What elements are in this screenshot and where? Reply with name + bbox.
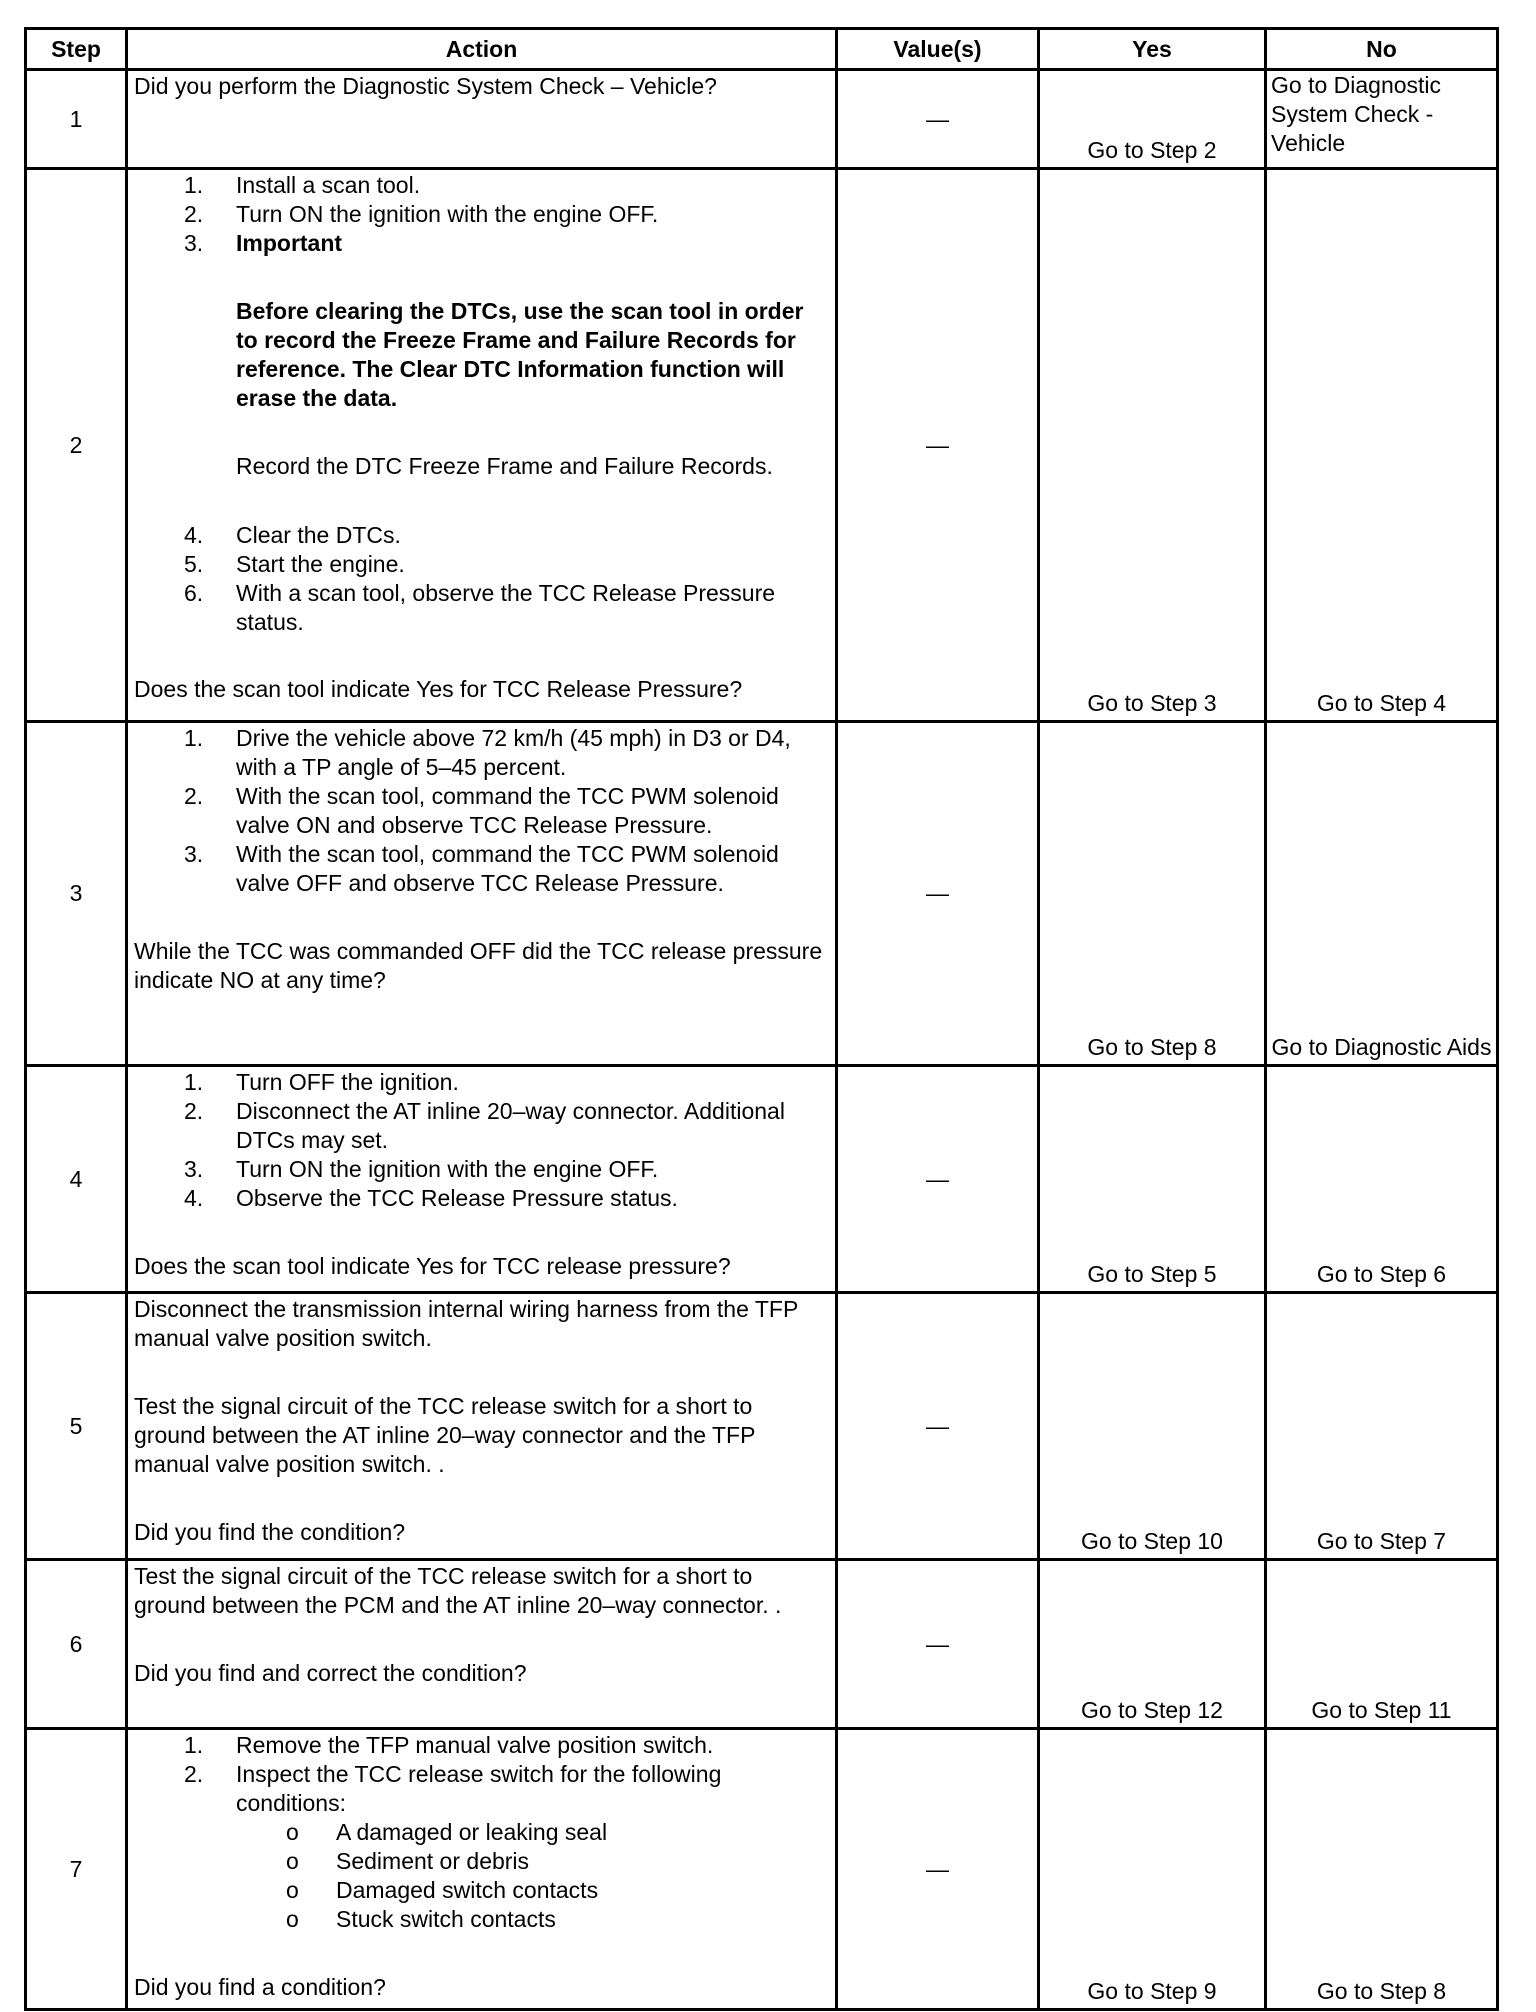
- table-row: [26, 1293, 1498, 1560]
- yes-cell: Go to Step 12: [1039, 1560, 1266, 1729]
- yes-cell: Go to Step 3: [1039, 169, 1266, 722]
- list-item: 1. Remove the TFP manual valve position switch.: [184, 1732, 714, 1758]
- no-cell: Go to Step 4: [1266, 169, 1498, 722]
- no-cell: Go to Step 7: [1266, 1293, 1498, 1560]
- action-list: [134, 521, 829, 637]
- yes-cell: Go to Step 8: [1039, 722, 1266, 1066]
- step-number: 6: [26, 1560, 127, 1729]
- question: Did you find a condition?: [134, 1974, 386, 2000]
- step-number: 1: [26, 70, 127, 169]
- action-cell: [127, 722, 837, 1066]
- value-cell: —: [837, 1293, 1039, 1560]
- table-row: [26, 169, 1498, 722]
- paragraph: Disconnect the transmission internal wiring harness from the TFP manual valve position switch.: [134, 1296, 798, 1351]
- list-item: 3. Important: [184, 230, 343, 256]
- action-cell: [127, 1066, 837, 1293]
- no-cell: Go to Step 6: [1266, 1066, 1498, 1293]
- value-cell: —: [837, 1560, 1039, 1729]
- paragraph: Test the signal circuit of the TCC release switch for a short to ground between the PCM and the AT inline 20–way connector. .: [134, 1563, 782, 1618]
- action-cell: [127, 169, 837, 722]
- header-values: Value(s): [837, 29, 1039, 70]
- list-item: 4. Observe the TCC Release Pressure status.: [184, 1185, 678, 1211]
- action-list: [134, 1068, 829, 1213]
- header-action: Action: [127, 29, 837, 70]
- value-cell: —: [837, 722, 1039, 1066]
- action-cell: [127, 1729, 837, 2010]
- bullet-icon: o: [286, 1848, 299, 1874]
- no-cell: Go to Step 11: [1266, 1560, 1498, 1729]
- list-item: 1. Turn OFF the ignition.: [184, 1069, 459, 1095]
- no-cell: Go to Diagnostic System Check - Vehicle: [1266, 70, 1498, 169]
- action-list: [134, 724, 829, 898]
- header-step: Step: [26, 29, 127, 70]
- action-list: [134, 1731, 829, 1818]
- diagnostic-table: [24, 27, 1499, 2011]
- yes-cell: Go to Step 10: [1039, 1293, 1266, 1560]
- header-row: [26, 29, 1498, 70]
- question: Does the scan tool indicate Yes for TCC Release Pressure?: [134, 676, 743, 702]
- list-item: 1. Install a scan tool.: [184, 172, 421, 198]
- list-item: 3. Turn ON the ignition with the engine OFF.: [184, 1156, 659, 1182]
- bullet-icon: o: [286, 1819, 299, 1845]
- value-cell: —: [837, 1066, 1039, 1293]
- table-row: [26, 70, 1498, 169]
- value-cell: —: [837, 169, 1039, 722]
- question: Did you find the condition?: [134, 1519, 406, 1545]
- important-note: Before clearing the DTCs, use the scan tool in order to record the Freeze Frame and Failure Records for reference. The Clear DTC Information function will erase the data.: [236, 298, 804, 411]
- step-number: 3: [26, 722, 127, 1066]
- no-cell: Go to Diagnostic Aids: [1266, 722, 1498, 1066]
- list-item: 4. Clear the DTCs.: [184, 522, 401, 548]
- table-row: [26, 1066, 1498, 1293]
- list-item: o Damaged switch contacts: [236, 1876, 829, 1905]
- question: Did you perform the Diagnostic System Check – Vehicle?: [134, 73, 717, 99]
- header-no: No: [1266, 29, 1498, 70]
- action-cell: [127, 1293, 837, 1560]
- list-item: 2. With the scan tool, command the TCC PWM solenoid valve ON and observe TCC Release Pressure.: [184, 783, 779, 838]
- action-cell: [127, 70, 837, 169]
- table-row: [26, 1729, 1498, 2010]
- step-number: 4: [26, 1066, 127, 1293]
- yes-cell: Go to Step 2: [1039, 70, 1266, 169]
- list-item: 1. Drive the vehicle above 72 km/h (45 mph) in D3 or D4, with a TP angle of 5–45 percent.: [184, 725, 791, 780]
- question: Does the scan tool indicate Yes for TCC release pressure?: [134, 1253, 731, 1279]
- list-item: 2. Turn ON the ignition with the engine OFF.: [184, 201, 659, 227]
- record-note: Record the DTC Freeze Frame and Failure Records.: [236, 453, 773, 479]
- list-item: o Sediment or debris: [236, 1847, 829, 1876]
- action-list: [134, 171, 829, 258]
- value-cell: —: [837, 1729, 1039, 2010]
- list-item: 3. With the scan tool, command the TCC PWM solenoid valve OFF and observe TCC Release Pressure.: [184, 841, 779, 896]
- list-item: 6. With a scan tool, observe the TCC Release Pressure status.: [184, 580, 776, 635]
- yes-cell: Go to Step 5: [1039, 1066, 1266, 1293]
- question: While the TCC was commanded OFF did the TCC release pressure indicate NO at any time?: [134, 938, 823, 993]
- no-cell: Go to Step 8: [1266, 1729, 1498, 2010]
- table-row: [26, 1560, 1498, 1729]
- step-number: 5: [26, 1293, 127, 1560]
- list-item: o Stuck switch contacts: [236, 1905, 829, 1934]
- step-number: 7: [26, 1729, 127, 2010]
- list-item: o A damaged or leaking seal: [236, 1818, 829, 1847]
- list-item: 2. Inspect the TCC release switch for the following conditions:: [184, 1761, 722, 1816]
- step-number: 2: [26, 169, 127, 722]
- action-cell: [127, 1560, 837, 1729]
- paragraph: Test the signal circuit of the TCC release switch for a short to ground between the AT inline 20–way connector and the TFP manual valve position switch. .: [134, 1393, 755, 1477]
- yes-cell: Go to Step 9: [1039, 1729, 1266, 2010]
- bullet-icon: o: [286, 1877, 299, 1903]
- list-item: 5. Start the engine.: [184, 551, 405, 577]
- question: Did you find and correct the condition?: [134, 1660, 527, 1686]
- bullet-icon: o: [286, 1906, 299, 1932]
- list-item: 2. Disconnect the AT inline 20–way connector. Additional DTCs may set.: [184, 1098, 785, 1153]
- table-row: [26, 722, 1498, 1066]
- condition-list: [134, 1818, 829, 1934]
- header-yes: Yes: [1039, 29, 1266, 70]
- value-cell: —: [837, 70, 1039, 169]
